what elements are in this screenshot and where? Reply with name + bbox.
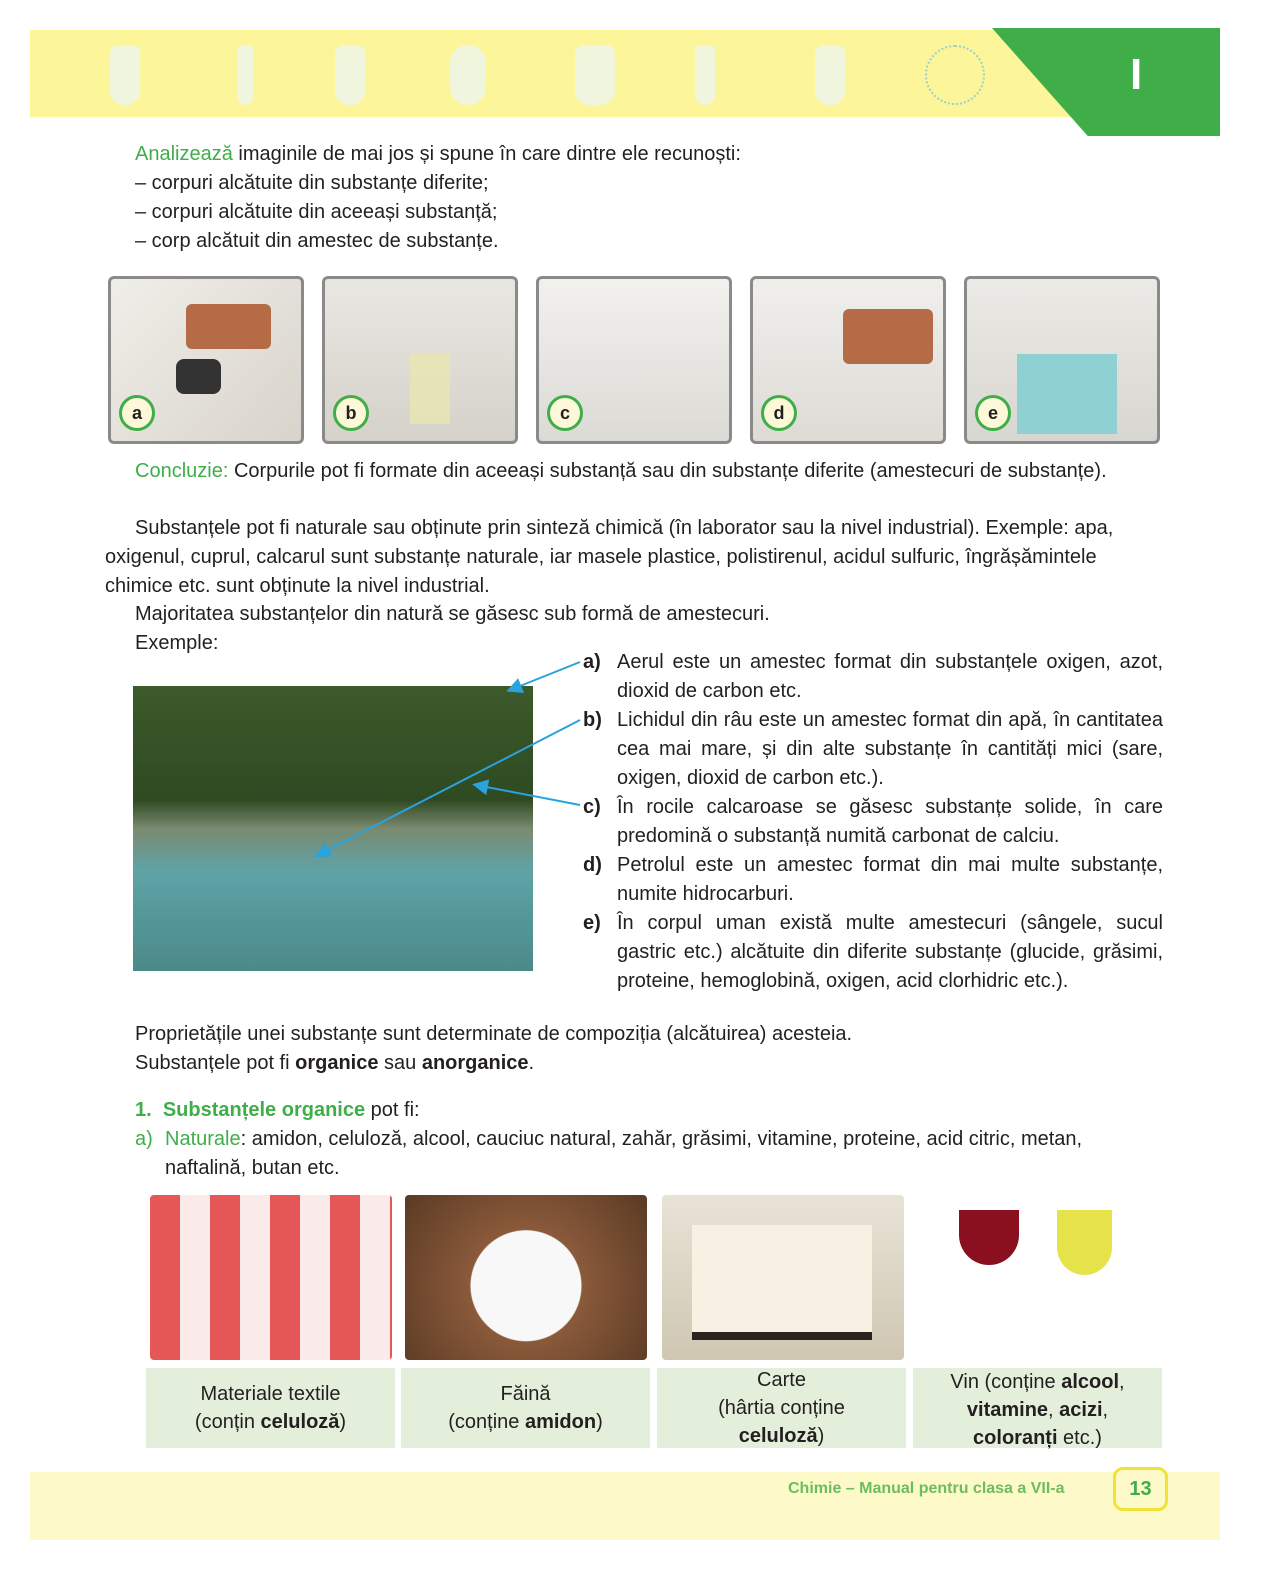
- caption-line: [739, 1422, 825, 1450]
- photo-label: a: [119, 395, 155, 431]
- term: amidon: [524, 1411, 597, 1433]
- textile-photo: [150, 1195, 392, 1360]
- paragraph: Substanțele pot fi naturale sau obținute prin sinteză chimică (în laborator sau la nivel industrial). Exemple: apa, oxigenul, cuprul, calcarul sunt substanțe naturale, iar masele plastice, polistirenul, acidul sulfuric, îngrășămintele chimice etc. sunt obținute la nivel industrial.: [105, 517, 1114, 597]
- example-key: d): [583, 854, 602, 876]
- term: celuloză: [260, 1411, 340, 1433]
- example-item: [583, 648, 1163, 706]
- examples-label: Exemple:: [135, 632, 219, 654]
- example-text: Petrolul este un amestec format din mai multe substanțe, numite hidrocarburi.: [617, 854, 1163, 905]
- photo-label: b: [333, 395, 369, 431]
- text: etc.): [1057, 1427, 1102, 1449]
- intro-verb: Analizează: [135, 143, 233, 165]
- example-key: c): [583, 796, 601, 818]
- conclusion-text: Corpurile pot fi formate din aceeași substanță sau din substanțe diferite (amestecuri de substanțe).: [228, 460, 1107, 482]
- text: ,: [1102, 1399, 1109, 1421]
- term: alcool: [1061, 1371, 1120, 1393]
- caption-line: [448, 1408, 603, 1436]
- intro-rest: imaginile de mai jos și spune în care dintre ele recunoști:: [232, 143, 741, 165]
- conclusion-label: Concluzie:: [135, 460, 229, 482]
- sub-key: a): [135, 1128, 153, 1150]
- example-item: [583, 909, 1163, 996]
- example-key: b): [583, 709, 602, 731]
- example-item: [583, 793, 1163, 851]
- red-wine-glass: [959, 1210, 1019, 1265]
- page-number: 13: [1113, 1467, 1168, 1511]
- text: ): [596, 1411, 603, 1433]
- text: ,: [1048, 1399, 1060, 1421]
- wine-photo: [917, 1195, 1159, 1360]
- white-wine-glass: [1057, 1210, 1112, 1275]
- intro-item: – corpuri alcătuite din substanțe diferite;: [135, 172, 489, 194]
- text: (conțin: [194, 1411, 261, 1433]
- text: ,: [1119, 1371, 1125, 1393]
- arrow-b: [318, 720, 580, 855]
- term-organice: organice: [295, 1052, 379, 1074]
- term: coloranți: [973, 1427, 1058, 1449]
- text: sau: [378, 1052, 422, 1074]
- caption-line: Făină: [500, 1383, 551, 1405]
- text: Vin (conține: [950, 1371, 1062, 1393]
- caption-wine: [913, 1368, 1162, 1448]
- natural-substances: [135, 1125, 1155, 1183]
- example-item: [583, 851, 1163, 909]
- text: .: [528, 1052, 535, 1074]
- example-item: [583, 706, 1163, 793]
- caption-flour: [401, 1368, 650, 1448]
- section-number: 1.: [135, 1099, 152, 1121]
- flour-photo: [405, 1195, 647, 1360]
- text: ): [339, 1411, 347, 1433]
- caption-line: Materiale textile: [200, 1383, 341, 1405]
- term: celuloză: [738, 1425, 818, 1447]
- photo-label: c: [547, 395, 583, 431]
- sub-text: : amidon, celuloză, alcool, cauciuc natural, zahăr, grăsimi, vitamine, proteine, acid citric, metan, naftalină, butan etc.: [165, 1128, 1083, 1179]
- term: acizi: [1059, 1399, 1103, 1421]
- text: ): [817, 1425, 825, 1447]
- properties-line: Proprietățile unei substanțe sunt determinate de compoziția (alcătuirea) acesteia.: [135, 1023, 853, 1045]
- intro-item: – corp alcătuit din amestec de substanțe.: [135, 230, 499, 252]
- example-text: În corpul uman există multe amestecuri (sângele, sucul gastric etc.) alcătuite din diferite substanțe (glucide, grăsimi, proteine, hemoglobină, oxigen, acid clorhidric etc.).: [617, 912, 1163, 992]
- book-photo: [662, 1195, 904, 1360]
- example-key: e): [583, 912, 601, 934]
- text: (conține: [448, 1411, 525, 1433]
- example-key: a): [583, 651, 601, 673]
- example-text: Aerul este un amestec format din substanțele oxigen, azot, dioxid de carbon etc.: [617, 651, 1163, 702]
- paragraph: Majoritatea substanțelor din natură se găsesc sub formă de amestecuri.: [135, 603, 770, 625]
- section-title: Substanțele organice: [162, 1099, 366, 1121]
- term-anorganice: anorganice: [421, 1052, 529, 1074]
- section-rest: pot fi:: [365, 1099, 420, 1121]
- intro-item: – corpuri alcătuite din aceeași substanță;: [135, 201, 498, 223]
- section-heading: [135, 1096, 420, 1125]
- photo-label: e: [975, 395, 1011, 431]
- text: Substanțele pot fi: [135, 1052, 296, 1074]
- caption-book: [657, 1368, 906, 1448]
- book: [692, 1225, 872, 1340]
- properties-line: [135, 1049, 534, 1078]
- term: vitamine: [966, 1399, 1049, 1421]
- caption-line: [195, 1408, 346, 1436]
- footer-title: Chimie – Manual pentru clasa a VII-a: [788, 1480, 1065, 1497]
- chapter-number: I: [1130, 50, 1143, 99]
- photo-label: d: [761, 395, 797, 431]
- arrow-c: [476, 785, 580, 805]
- caption-line: Carte: [757, 1369, 806, 1391]
- arrow-a: [510, 662, 580, 690]
- caption-line: (hârtia conține: [718, 1397, 845, 1419]
- sub-label: Naturale: [165, 1128, 241, 1150]
- example-text: În rocile calcaroase se găsesc substanțe solide, în care predomină o substanță numită carbonat de calciu.: [617, 796, 1163, 847]
- example-text: Lichidul din râu este un amestec format din apă, în cantitatea cea mai mare, și din alte substanțe în cantități mici (sare, oxigen, dioxid de carbon etc.).: [617, 709, 1163, 789]
- caption-textiles: [146, 1368, 395, 1448]
